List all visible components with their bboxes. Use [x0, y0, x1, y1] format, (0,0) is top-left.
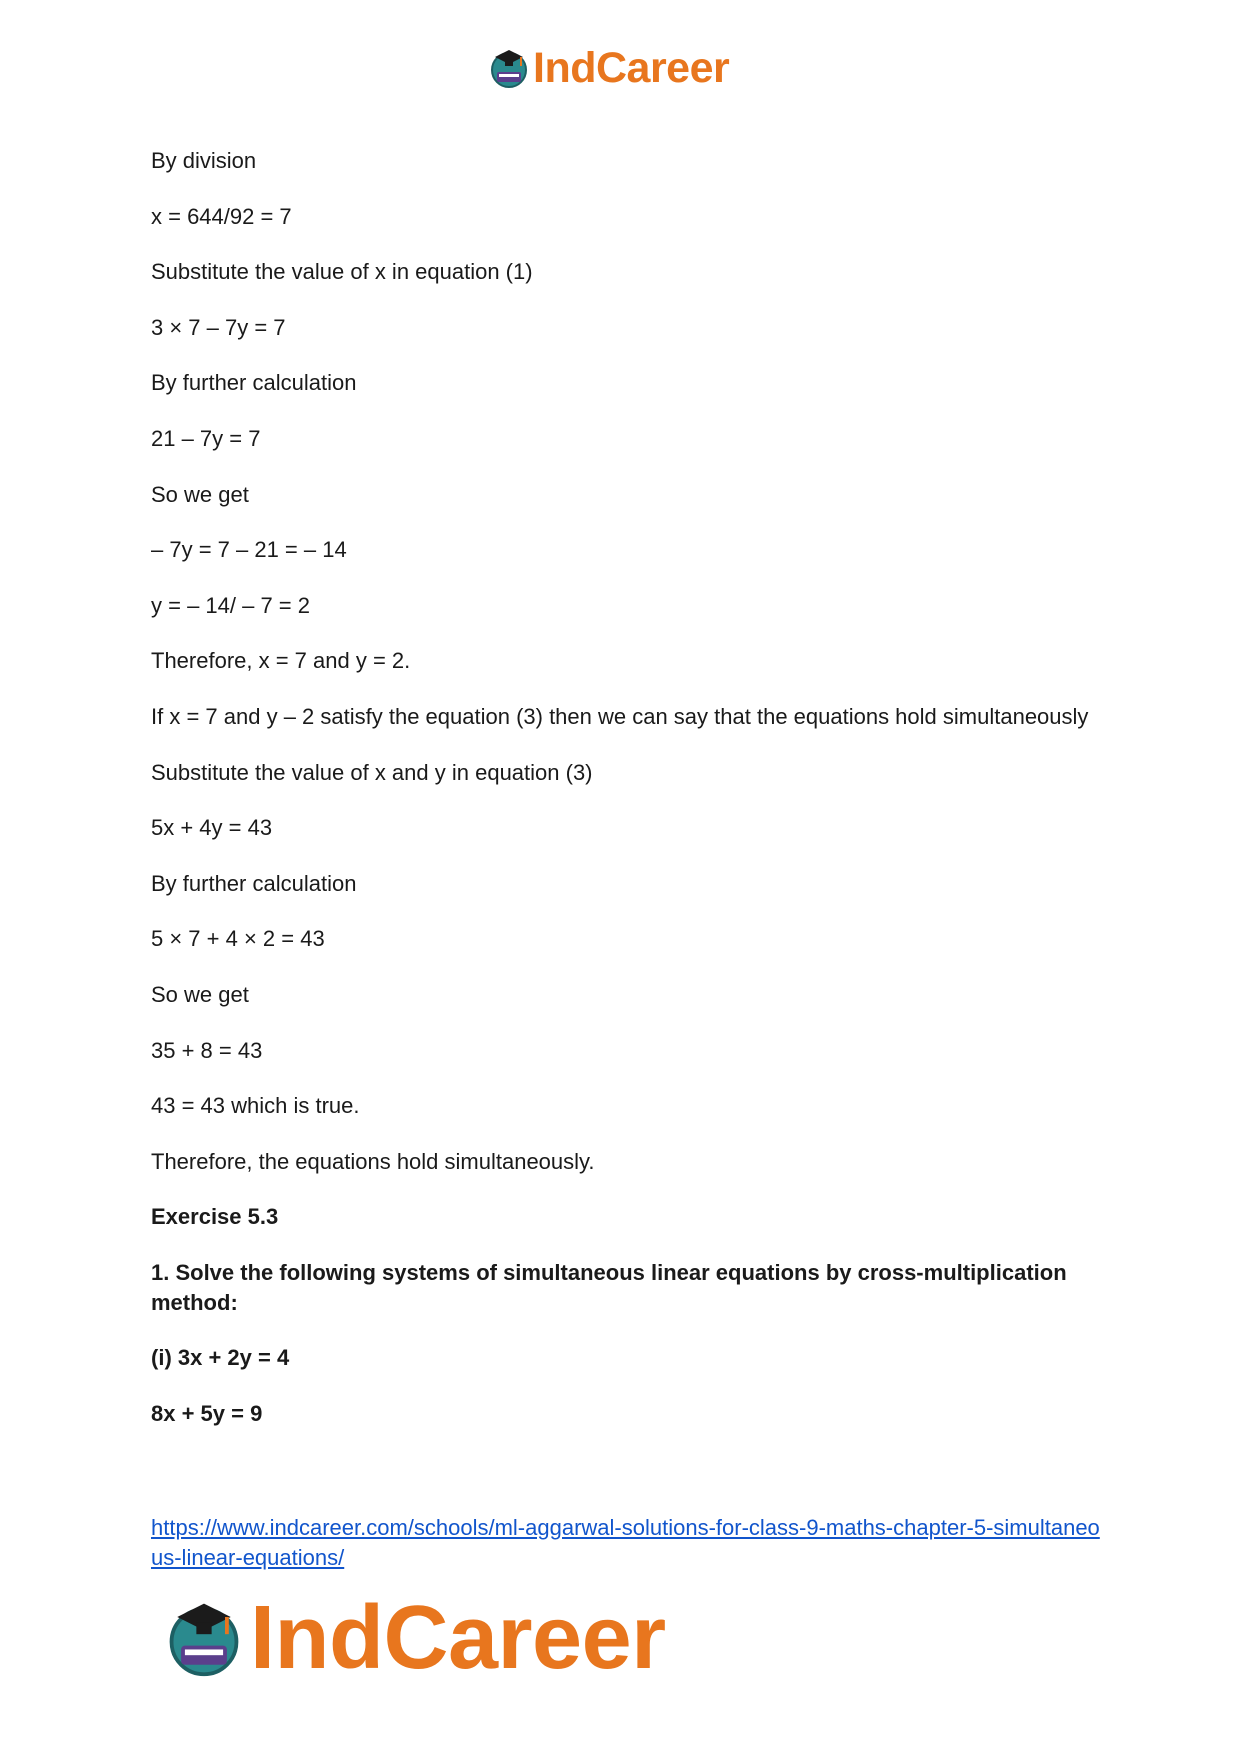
- bold-paragraph: (i) 3x + 2y = 4: [151, 1345, 290, 1371]
- paragraph: 5 × 7 + 4 × 2 = 43: [151, 926, 325, 952]
- document-body: [151, 146, 1111, 1455]
- paragraph: 21 – 7y = 7: [151, 425, 261, 451]
- paragraph: By further calculation: [151, 370, 357, 396]
- source-link[interactable]: https://www.indcareer.com/schools/ml-aggarwal-solutions-for-class-9-maths-chapter-5-simultaneous-linear-equations/: [151, 1515, 1100, 1570]
- paragraph: y = – 14/ – 7 = 2: [151, 592, 311, 618]
- paragraph: So we get: [151, 481, 249, 507]
- header-logo: [487, 42, 729, 94]
- footer-logo: [162, 1588, 666, 1688]
- paragraph: If x = 7 and y – 2 satisfy the equation (3) then we can say that the equations hold simultaneously: [151, 703, 1089, 729]
- paragraph: Therefore, x = 7 and y = 2.: [151, 648, 411, 674]
- paragraph: 3 × 7 – 7y = 7: [151, 314, 286, 340]
- graduation-globe-icon: [487, 46, 531, 90]
- brand-wordmark: IndCareer: [533, 43, 730, 92]
- paragraph: Substitute the value of x in equation (1): [151, 259, 533, 285]
- paragraph: 5x + 4y = 43: [151, 815, 273, 841]
- paragraph: – 7y = 7 – 21 = – 14: [151, 537, 347, 563]
- bold-paragraph: 8x + 5y = 9: [151, 1401, 263, 1427]
- paragraph: By division: [151, 148, 257, 173]
- bold-paragraph: Exercise 5.3: [151, 1204, 279, 1230]
- paragraph: By further calculation: [151, 870, 357, 896]
- paragraph: Substitute the value of x and y in equation (3): [151, 759, 593, 785]
- paragraph: 43 = 43 which is true.: [151, 1093, 360, 1119]
- brand-wordmark: IndCareer: [250, 1588, 666, 1688]
- paragraph: x = 644/92 = 7: [151, 203, 292, 229]
- paragraph: So we get: [151, 981, 249, 1007]
- paragraph: 35 + 8 = 43: [151, 1037, 263, 1063]
- paragraph: Therefore, the equations hold simultaneously.: [151, 1148, 595, 1174]
- bold-paragraph: 1. Solve the following systems of simultaneous linear equations by cross-multiplication method:: [151, 1259, 1067, 1315]
- graduation-globe-icon: [162, 1596, 246, 1680]
